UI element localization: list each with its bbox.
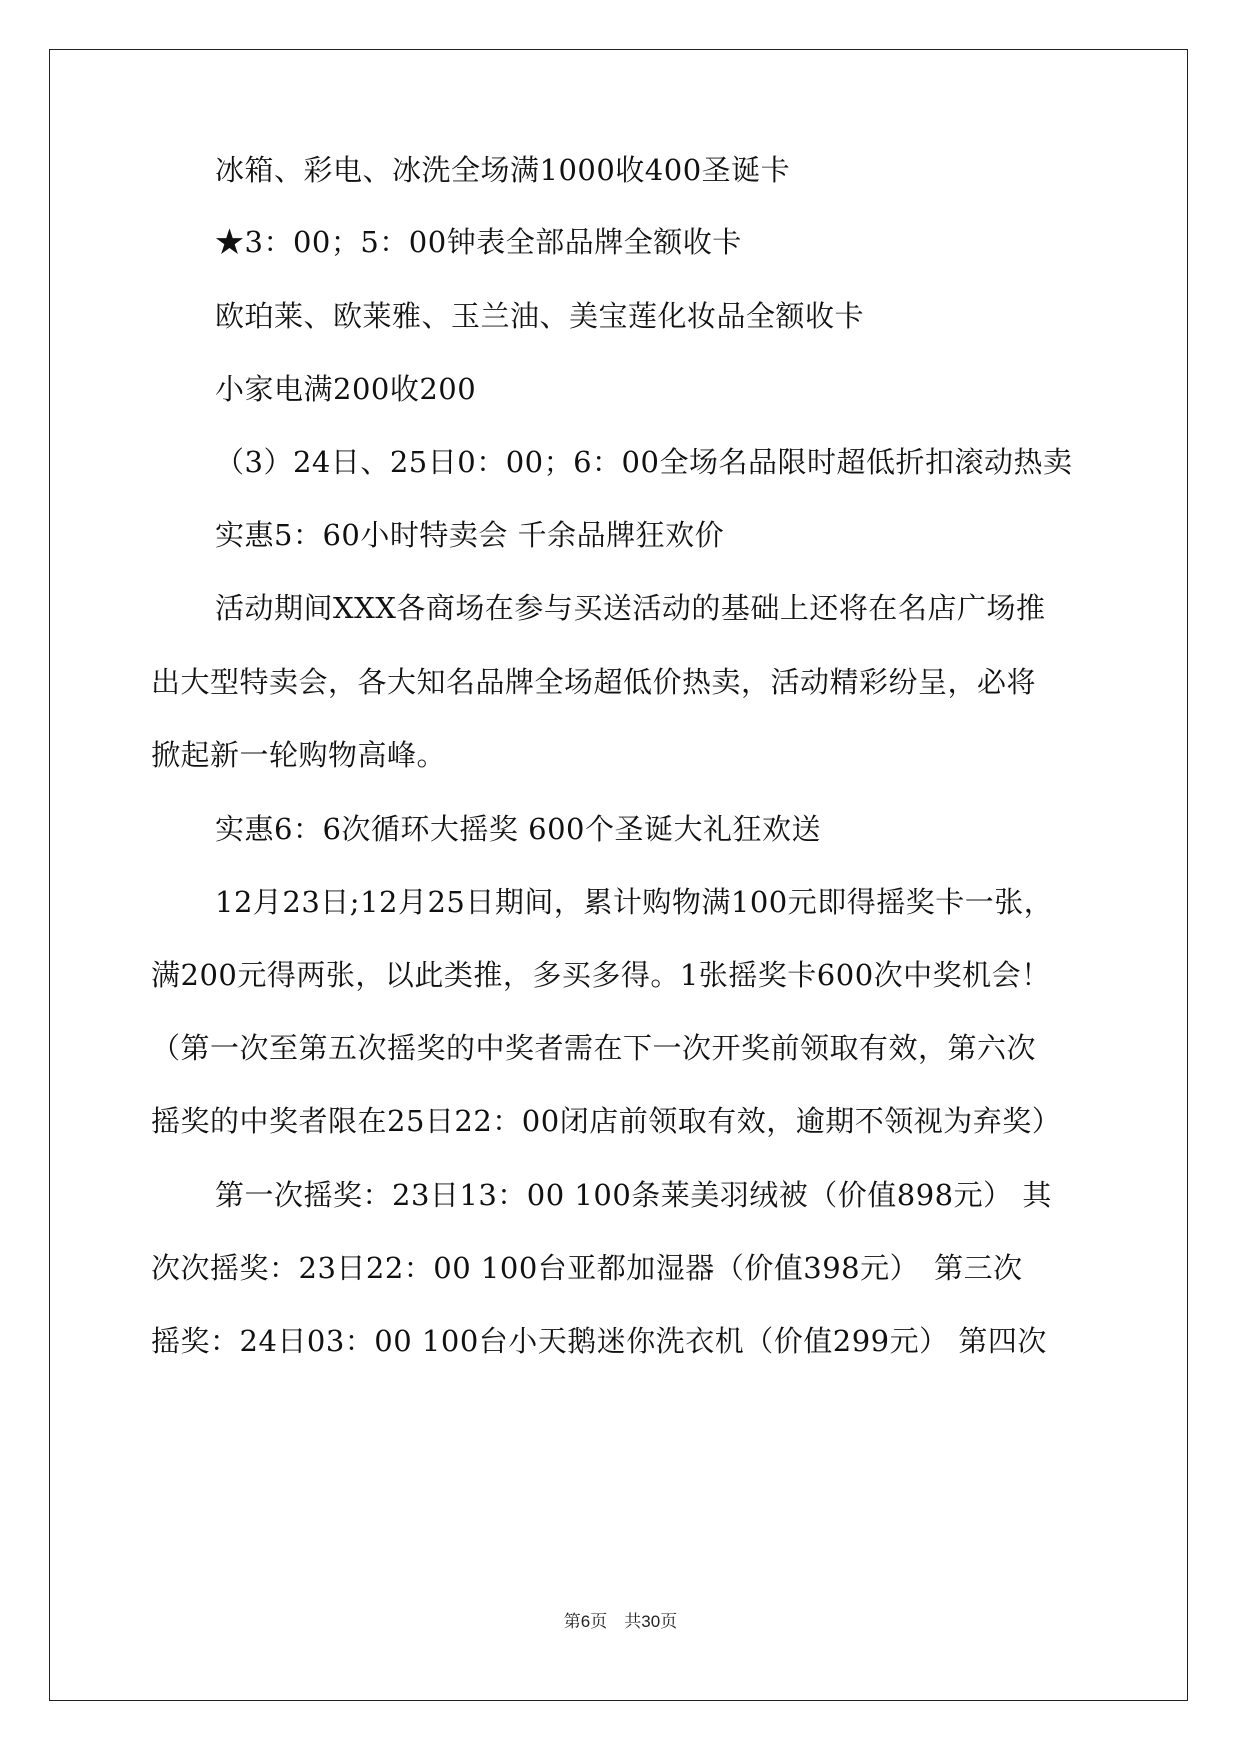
text-line: 冰箱、彩电、冰洗全场满1000收400圣诞卡 — [215, 153, 791, 187]
text-line: 活动期间XXX各商场在参与买送活动的基础上还将在名店广场推 — [215, 591, 1046, 625]
text-line: 实惠5：60小时特卖会 千余品牌狂欢价 — [215, 518, 725, 552]
text-line: ★3：00；5：00钟表全部品牌全额收卡 — [215, 225, 742, 259]
text-line: 满200元得两张，以此类推，多买多得。1张摇奖卡600次中奖机会！ — [151, 958, 1051, 992]
footer-middle: 页 共 — [590, 1612, 642, 1632]
footer-suffix: 页 — [660, 1612, 678, 1632]
footer-page-number: 6 — [580, 1612, 591, 1631]
footer-prefix: 第 — [563, 1612, 581, 1632]
text-line: 12月23日;12月25日期间，累计购物满100元即得摇奖卡一张， — [215, 885, 1054, 919]
text-line: 摇奖：24日03：00 100台小天鹅迷你洗衣机（价值299元） 第四次 — [151, 1324, 1047, 1358]
text-line: 第一次摇奖：23日13：00 100条莱美羽绒被（价值898元） 其 — [215, 1178, 1052, 1212]
text-line: 实惠6：6次循环大摇奖 600个圣诞大礼狂欢送 — [215, 812, 821, 846]
text-line: 次次摇奖：23日22：00 100台亚都加湿器（价值398元） 第三次 — [151, 1251, 1023, 1285]
text-line: 出大型特卖会，各大知名品牌全场超低价热卖，活动精彩纷呈，必将 — [151, 665, 1037, 699]
text-line: 欧珀莱、欧莱雅、玉兰油、美宝莲化妆品全额收卡 — [215, 299, 865, 333]
text-line: （3）24日、25日0：00；6：00全场名品限时超低折扣滚动热卖 — [215, 445, 1073, 479]
text-line: 掀起新一轮购物高峰。 — [151, 738, 447, 772]
footer-total-pages: 30 — [641, 1612, 661, 1631]
text-line: 小家电满200收200 — [215, 372, 477, 406]
text-line: （第一次至第五次摇奖的中奖者需在下一次开奖前领取有效，第六次 — [151, 1031, 1037, 1065]
text-line: 摇奖的中奖者限在25日22：00闭店前领取有效，逾期不领视为弃奖） — [151, 1104, 1062, 1138]
page-footer — [0, 1607, 1241, 1632]
